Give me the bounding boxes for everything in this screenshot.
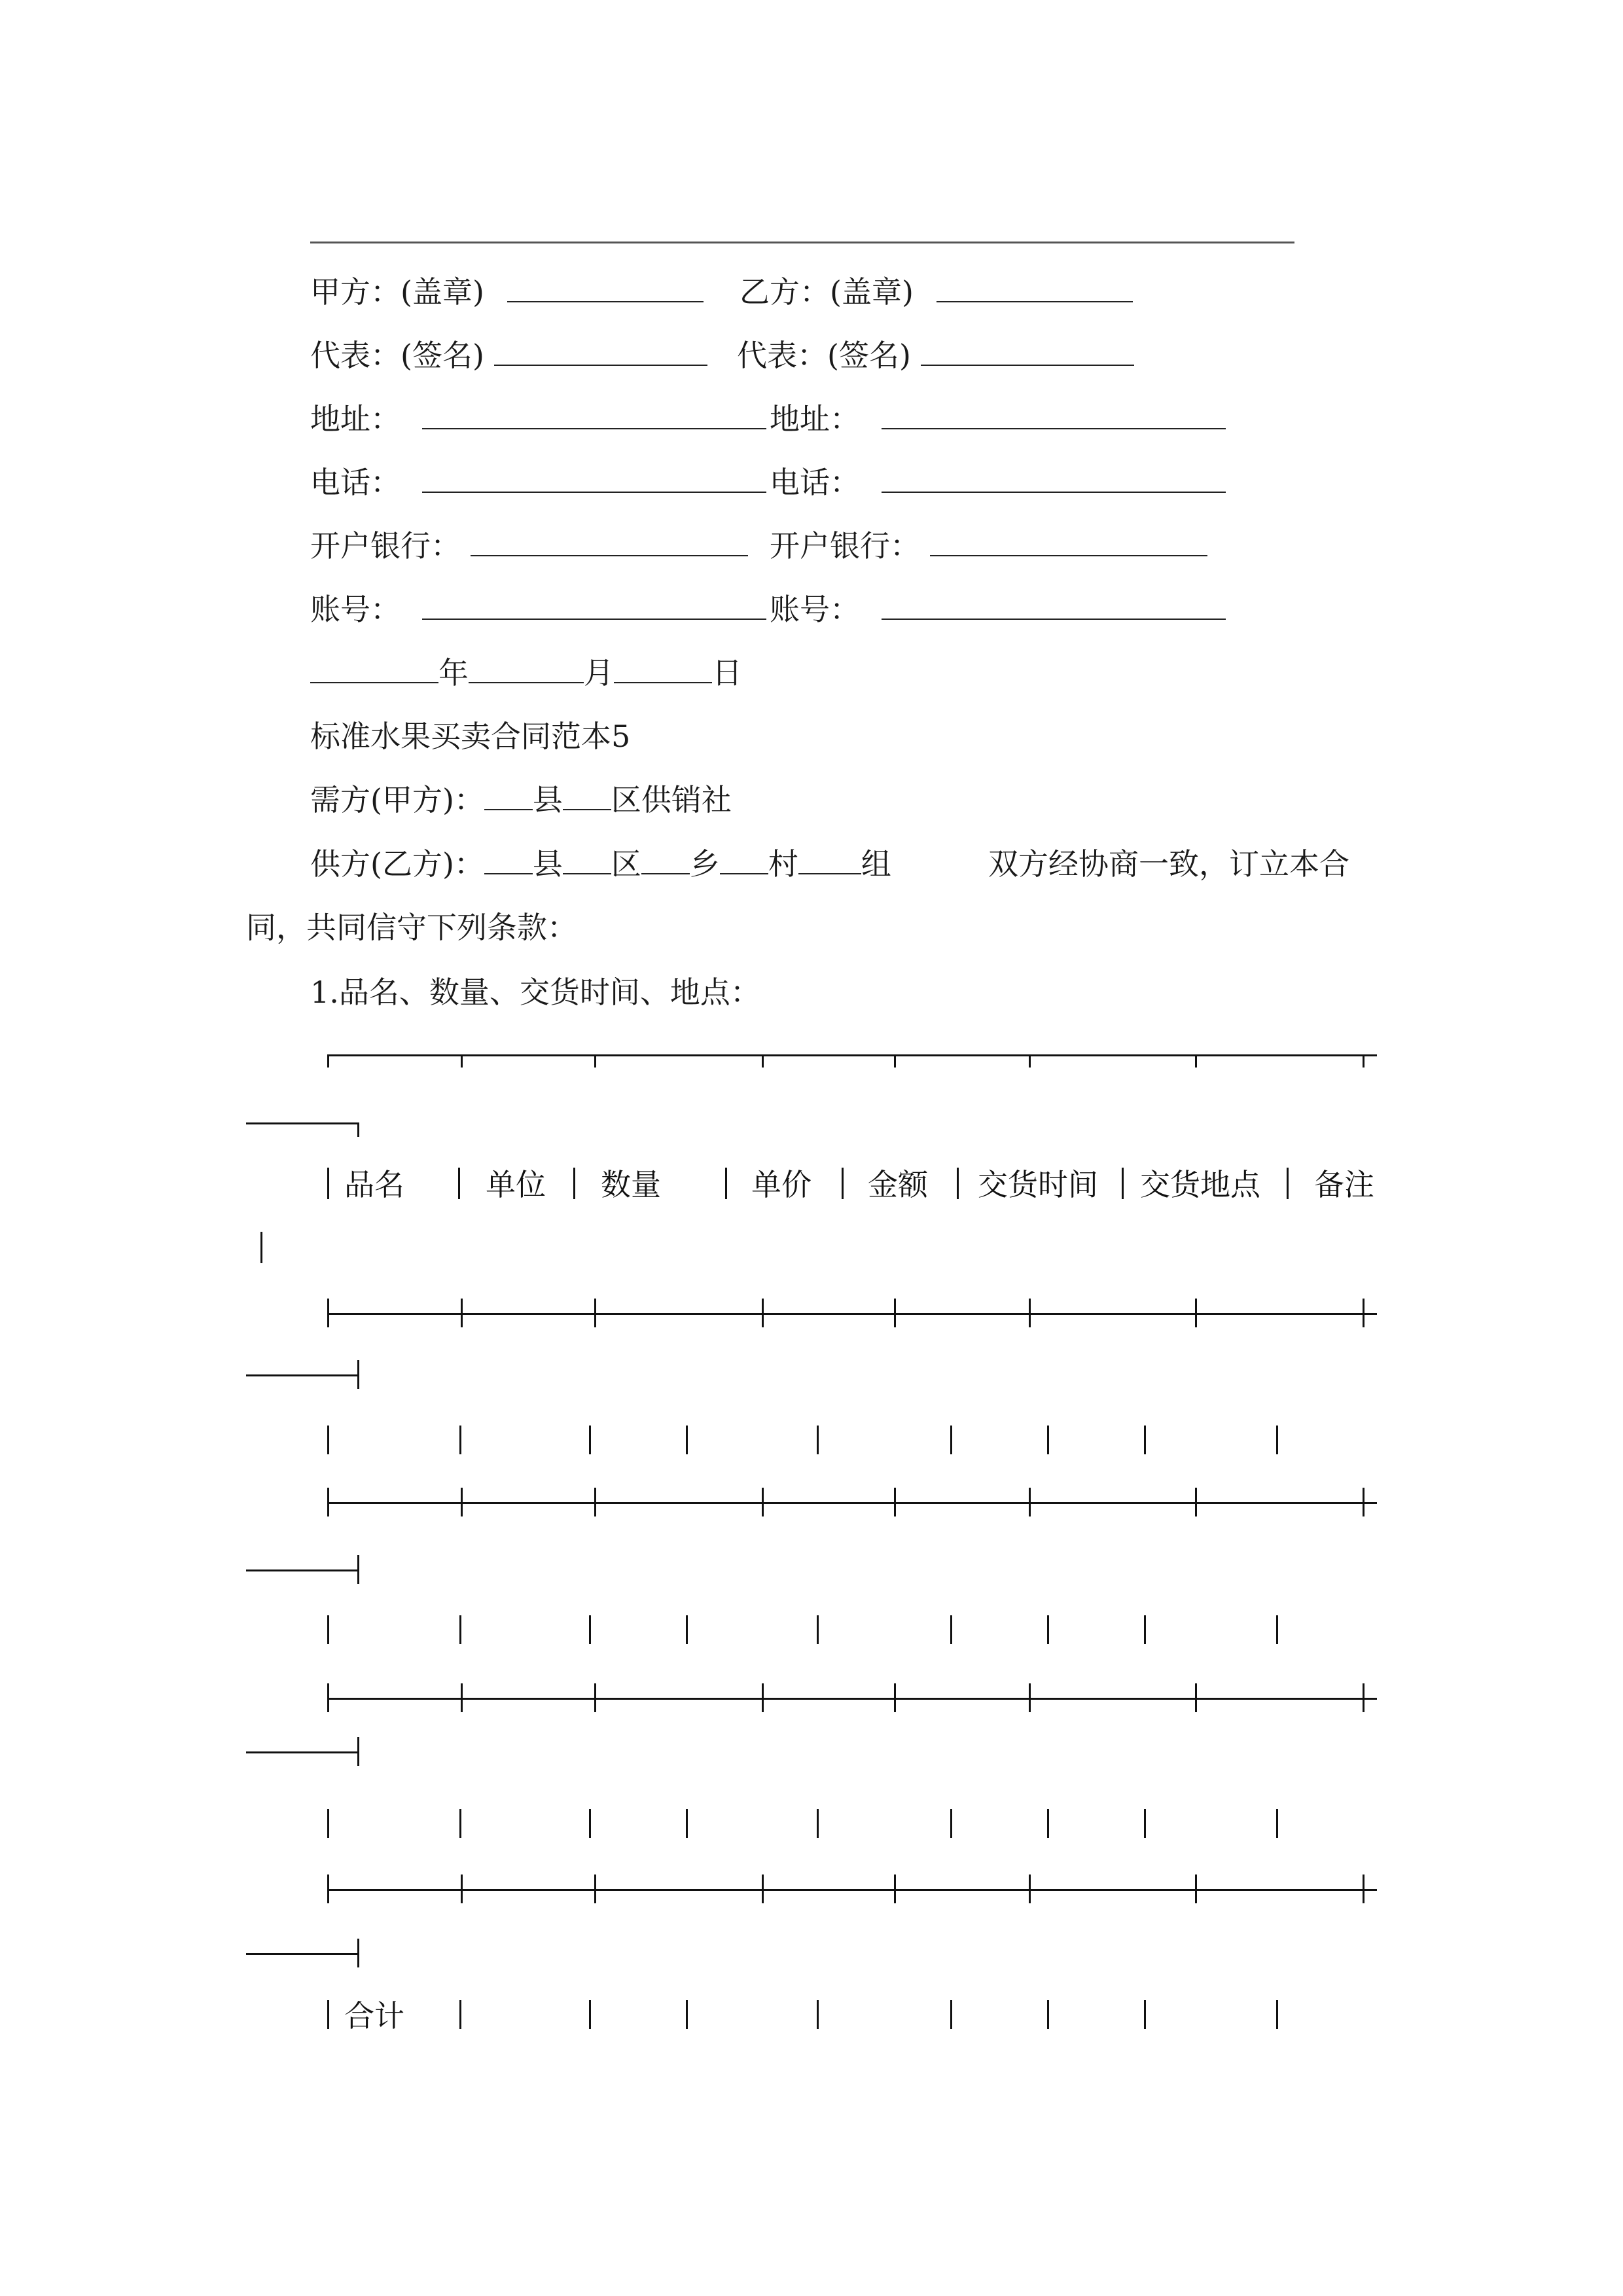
table-row-separator [327,1313,1377,1315]
party-a-bank-row [310,526,748,565]
seller-township-label: 乡 [689,846,720,882]
table-cross [461,1488,463,1516]
day-label: 日 [712,655,742,691]
table-cross [762,1299,764,1327]
table-corner-tr [357,1122,359,1137]
table-cross [1029,1874,1031,1903]
table-sep [1047,1809,1049,1838]
seller-county-label: 县 [532,846,563,882]
table-sep [573,1168,575,1199]
party-b-account-label: 账号： [770,592,860,627]
table-cross [594,1488,596,1516]
table-cross [894,1299,896,1327]
party-b-seal-row [740,272,1133,312]
seller-village-blank[interactable] [720,844,768,874]
table-sep [950,2000,952,2029]
party-b-bank-row [770,526,1207,565]
table-tick [762,1054,764,1067]
party-b-bank-label: 开户银行： [770,528,920,564]
party-a-phone-label: 电话： [310,465,401,500]
table-sep [459,2000,461,2029]
party-b-account-row [770,590,1226,629]
table-cross [461,1299,463,1327]
table-sep [327,1615,329,1644]
party-a-account-label: 账号： [310,592,401,627]
table-sep [589,1426,591,1454]
table-tick [594,1054,596,1067]
table-row-separator [327,1889,1377,1891]
year-blank[interactable] [310,653,438,683]
agreement-continuation: 同，共同信守下列条款： [246,910,577,945]
header-unit-price: 单价 [751,1167,812,1202]
table-sep [817,1426,819,1454]
table-sep [686,2000,688,2029]
table-sep [725,1168,727,1199]
table-cross [1195,1683,1197,1712]
table-cross [327,1299,329,1327]
contract-title: 标准水果买卖合同范本5 [310,719,631,754]
table-corner-tl [327,1054,329,1067]
table-sep [1047,1615,1049,1644]
table-row-separator [327,1698,1377,1700]
table-sep [817,2000,819,2029]
table-sep [459,1809,461,1838]
table-cross [1363,1299,1364,1327]
header-amount: 金额 [868,1167,928,1202]
table-tick [1195,1054,1197,1067]
party-b-account-blank[interactable] [882,590,1226,620]
table-cross [894,1874,896,1903]
party-a-phone-row [310,463,766,502]
party-a-address-label: 地址： [310,401,401,437]
table-sep [950,1426,952,1454]
table-sep [1276,1426,1278,1454]
table-sep [817,1809,819,1838]
table-sep [1144,1615,1146,1644]
seller-group-blank[interactable] [798,844,861,874]
party-b-rep-blank[interactable] [921,336,1134,366]
table-sep-wrapped [260,1232,262,1263]
buyer-county-label: 县 [532,782,563,817]
party-b-address-blank[interactable] [882,399,1226,429]
section-1-heading: 1.品名、数量、交货时间、地点： [310,975,760,1010]
table-sep [842,1168,844,1199]
table-sep [327,1426,329,1454]
table-cross [1363,1683,1364,1712]
header-product-name: 品名 [344,1167,404,1202]
table-sep [1144,1809,1146,1838]
table-cross [461,1683,463,1712]
table-sep [1144,2000,1146,2029]
table-cross [1363,1874,1364,1903]
table-cross [357,1737,359,1766]
day-blank[interactable] [614,653,712,683]
party-a-address-row [310,399,766,439]
table-sep [458,1168,460,1199]
table-sep [589,1615,591,1644]
buyer-district-blank[interactable] [563,780,611,810]
table-cross [894,1683,896,1712]
header-rule [310,242,1294,243]
party-a-seal-row [310,272,704,312]
party-b-rep-label: 代表：(签名) [737,338,911,373]
seller-line [310,844,891,884]
table-sep [957,1168,959,1199]
table-wrap-segment [246,1374,359,1376]
table-cross [762,1683,764,1712]
header-remarks: 备注 [1314,1167,1374,1202]
table-sep [327,1168,329,1199]
party-b-bank-blank[interactable] [930,526,1207,556]
table-cross [461,1874,463,1903]
table-wrap-segment [246,1122,359,1124]
table-tick [1029,1054,1031,1067]
table-sep [817,1615,819,1644]
table-sep [327,1809,329,1838]
table-sep [327,2000,329,2029]
party-a-rep-label: 代表：(签名) [310,338,484,373]
buyer-prefix: 需方(甲方)： [310,782,484,817]
seller-district-blank[interactable] [563,844,611,874]
table-sep [1047,1426,1049,1454]
total-label: 合计 [344,1998,404,2034]
seller-village-label: 村 [768,846,798,882]
date-row [310,653,742,692]
table-cross [1195,1299,1197,1327]
party-b-rep-row [737,336,1134,375]
table-cross [1363,1488,1364,1516]
table-row-separator [327,1502,1377,1504]
seller-group-label: 组 [861,846,891,882]
month-blank[interactable] [469,653,584,683]
table-tick [461,1054,463,1067]
party-a-address-blank[interactable] [422,399,766,429]
table-sep [686,1615,688,1644]
table-cross [327,1488,329,1516]
table-cross [327,1683,329,1712]
party-b-seal-blank[interactable] [936,272,1133,302]
table-sep [589,2000,591,2029]
party-b-seal-label: 乙方：(盖章) [740,274,914,310]
seller-prefix: 供方(乙方)： [310,846,484,882]
agreement-text: 双方经协商一致，订立本合 [988,846,1349,882]
table-cross [357,1939,359,1967]
table-cross [894,1488,896,1516]
party-b-address-row [770,399,1226,439]
buyer-district-label: 区供销社 [611,782,732,817]
table-tick [894,1054,896,1067]
table-sep [1122,1168,1124,1199]
seller-county-blank[interactable] [484,844,533,874]
table-cross [762,1874,764,1903]
table-sep [1047,2000,1049,2029]
month-label: 月 [584,655,614,691]
table-cross [1195,1488,1197,1516]
table-sep [686,1426,688,1454]
party-a-bank-label: 开户银行： [310,528,461,564]
party-a-rep-blank[interactable] [494,336,707,366]
seller-township-blank[interactable] [641,844,690,874]
header-unit: 单位 [486,1167,546,1202]
table-cross [1029,1299,1031,1327]
table-sep [459,1426,461,1454]
party-a-bank-blank[interactable] [471,526,748,556]
party-a-account-row [310,590,766,629]
table-sep [1276,1615,1278,1644]
party-b-phone-blank[interactable] [882,463,1226,493]
table-cross [1029,1683,1031,1712]
table-sep [686,1809,688,1838]
table-top-border [327,1054,1377,1056]
table-sep [950,1615,952,1644]
table-sep [1276,2000,1278,2029]
table-cross [357,1360,359,1389]
buyer-county-blank[interactable] [484,780,533,810]
party-b-address-label: 地址： [770,401,860,437]
party-b-phone-label: 电话： [770,465,860,500]
party-a-seal-blank[interactable] [507,272,704,302]
table-tick [1363,1054,1364,1067]
seller-district-label: 区 [611,846,641,882]
table-sep [950,1809,952,1838]
table-cross [594,1874,596,1903]
party-a-account-blank[interactable] [422,590,766,620]
header-delivery-time: 交货时间 [978,1167,1098,1202]
header-delivery-place: 交货地点 [1140,1167,1260,1202]
table-sep [459,1615,461,1644]
table-wrap-segment [246,1570,359,1571]
table-cross [594,1683,596,1712]
table-cross [1029,1488,1031,1516]
party-a-phone-blank[interactable] [422,463,766,493]
table-sep [1144,1426,1146,1454]
party-a-rep-row [310,336,707,375]
table-sep [589,1809,591,1838]
table-cross [1195,1874,1197,1903]
table-sep [1287,1168,1289,1199]
table-cross [594,1299,596,1327]
table-cross [327,1874,329,1903]
buyer-line [310,780,732,819]
header-quantity: 数量 [601,1167,661,1202]
party-a-seal-label: 甲方：(盖章) [310,274,484,310]
party-b-phone-row [770,463,1226,502]
table-cross [762,1488,764,1516]
table-sep [1276,1809,1278,1838]
table-wrap-segment [246,1953,359,1955]
table-wrap-segment [246,1751,359,1753]
table-cross [357,1555,359,1584]
year-label: 年 [438,655,469,691]
